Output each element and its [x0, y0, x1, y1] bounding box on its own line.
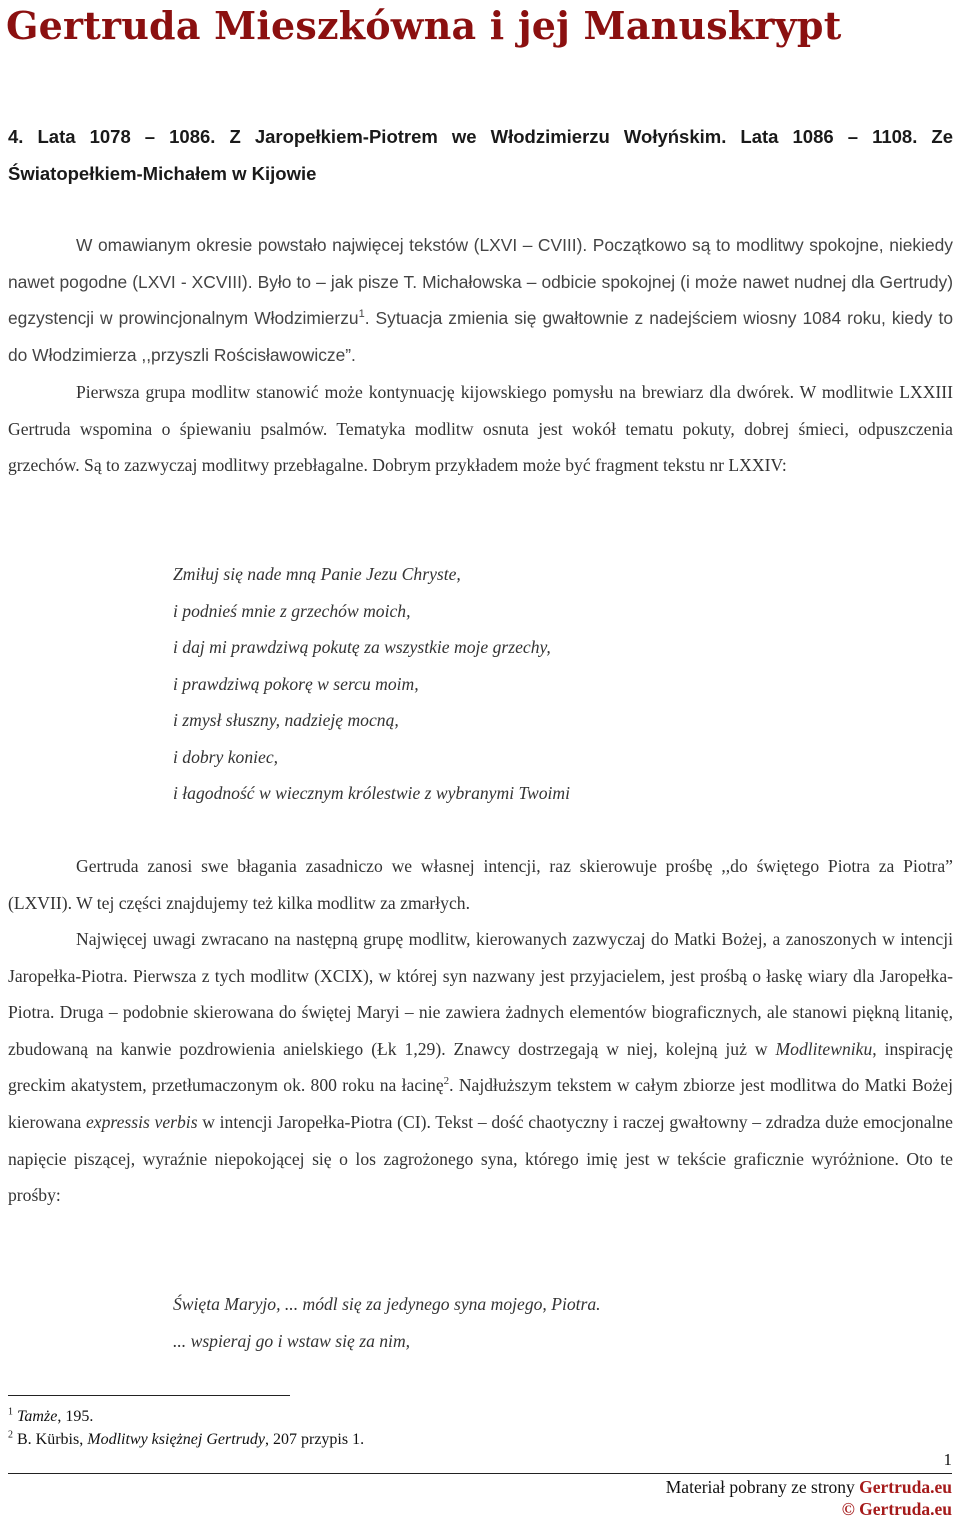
- prayer-quote-1: [173, 556, 933, 812]
- footnote-2: [8, 1428, 808, 1451]
- verse-line: i łagodność w wiecznym królestwie z wybranymi Twoimi: [173, 783, 570, 803]
- paragraph-4-part-4: w intencji Jaropełka-Piotra (CI). Tekst – dość chaotyczny i raczej gwałtowny – zdradza duże emocjonalne napięcie piszącej, wyraźnie niepokojącej się o los zagrożonego syna, którego imię jest w tekście graficznie wyróżnione. Oto te prośby:: [8, 1111, 953, 1206]
- footnote-author: B. Kürbis,: [17, 1431, 88, 1448]
- verse-line: i dobry koniec,: [173, 746, 279, 767]
- page-number: 1: [943, 1450, 952, 1469]
- footnote-ref-2[interactable]: 2: [443, 1075, 450, 1088]
- footnote-ref-1[interactable]: 1: [358, 308, 365, 321]
- footnote-number: 1: [8, 1406, 13, 1418]
- site-banner-title: Gertruda Mieszkówna i jej Manuskrypt: [6, 3, 842, 48]
- verse-line: i prawdziwą pokorę w sercu moim,: [173, 673, 419, 694]
- paragraph-4-part-3: . Najdłuższym tekstem w całym zbiorze jest modlitwa do Matki Bożej kierowana: [8, 1075, 953, 1132]
- footnote-italic: Modlitwy księżnej Gertrudy: [87, 1431, 265, 1448]
- footnote-text: , 207 przypis 1.: [264, 1431, 365, 1448]
- footer-divider: [8, 1473, 952, 1474]
- footnote-number: 2: [8, 1429, 13, 1441]
- section-heading: 4. Lata 1078 – 1086. Z Jaropełkiem-Piotrem we Włodzimierzu Wołyńskim. Lata 1086 – 1108. Ze Światopełkiem-Michałem w Kijowie: [8, 126, 953, 184]
- paragraph-4-part-2: , inspirację greckim akatystem, przetłumaczonym ok. 800 roku na łacinę: [8, 1038, 953, 1096]
- prayer-quote-2: [173, 1286, 933, 1359]
- footer-source-prefix: Materiał pobrany ze strony: [665, 1477, 860, 1497]
- italic-expressis-verbis: expressis verbis: [85, 1111, 198, 1132]
- italic-title-modlitewnik: Modlitewniku: [775, 1038, 873, 1059]
- verse-line: i daj mi prawdziwą pokutę za wszystkie moje grzechy,: [173, 637, 551, 657]
- paragraph-2: Pierwsza grupa modlitw stanowić może kontynuację kijowskiego pomysłu na brewiarz dla dwórek. W modlitwie LXXIII Gertruda wspomina o śpiewaniu psalmów. Tematyka modlitw osnuta jest wokół tematu pokuty, dobrej śmieci, odpuszczenia grzechów. Są to zazwyczaj modlitwy przebłagalne. Dobrym przykładem może być fragment tekstu nr LXXIV:: [8, 382, 953, 476]
- footer-site-link[interactable]: Gertruda.eu: [859, 1477, 952, 1497]
- footer-copyright: © Gertruda.eu: [841, 1499, 952, 1519]
- verse-line: ... wspieraj go i wstaw się za nim,: [173, 1330, 411, 1351]
- paragraph-1-text-after: . Sytuacja zmienia się gwałtownie z nadejściem wiosny 1084 roku, kiedy to do Włodzimierza ,,przyszli Rościsławowicze”.: [8, 308, 953, 365]
- paragraph-1: [8, 227, 953, 373]
- verse-line: i zmysł słuszny, nadzieję mocną,: [173, 710, 399, 730]
- footnote-divider: [8, 1395, 290, 1396]
- paragraph-4-part-1: Najwięcej uwagi zwracano na następną grupę modlitw, kierowanych zazwyczaj do Matki Bożej, a zanoszonych w intencji Jaropełka-Piotra. Pierwsza z tych modlitw (XCIX), w której syn nazwany jest przyjacielem, jest prośbą o łaskę wiary dla Jaropełka-Piotra. Druga – podobnie skierowana do świętej Maryi – nie zawiera żadnych elementów biograficznych, ale stanowi piękną litanię, zbudowaną na kanwie pozdrowienia anielskiego (Łk 1,29). Znawcy dostrzegają w niej, kolejną już w: [8, 929, 953, 1059]
- verse-line: Święta Maryjo, ... módl się za jedynego syna mojego, Piotra.: [173, 1294, 601, 1314]
- footnotes: [8, 1405, 808, 1451]
- footer-source-line: [666, 1476, 952, 1498]
- page-footer: [666, 1476, 952, 1520]
- footnote-1: [8, 1405, 808, 1428]
- verse-line: i podnieś mnie z grzechów moich,: [173, 600, 411, 621]
- paragraph-3: Gertruda zanosi swe błagania zasadniczo we własnej intencji, raz skierowuje prośbę ,,do świętego Piotra za Piotra” (LXVII). W tej części znajdujemy też kilka modlitw za zmarłych.: [8, 856, 953, 913]
- paragraph-4: [8, 921, 953, 1214]
- paragraph-1-text: W omawianym okresie powstało najwięcej tekstów (LXVI – CVIII). Początkowo są to modlitwy spokojne, niekiedy nawet pogodne (LXVI - XCVIII). Było to – jak pisze T. Michałowska – odbicie spokojnej (i może nawet nudnej dla Gertrudy) egzystencji w prowincjonalnym Włodzimierzu: [8, 235, 953, 329]
- verse-line: Zmiłuj się nade mną Panie Jezu Chryste,: [173, 564, 461, 584]
- footnote-italic: Tamże: [17, 1408, 58, 1425]
- footnote-text: , 195.: [57, 1408, 94, 1425]
